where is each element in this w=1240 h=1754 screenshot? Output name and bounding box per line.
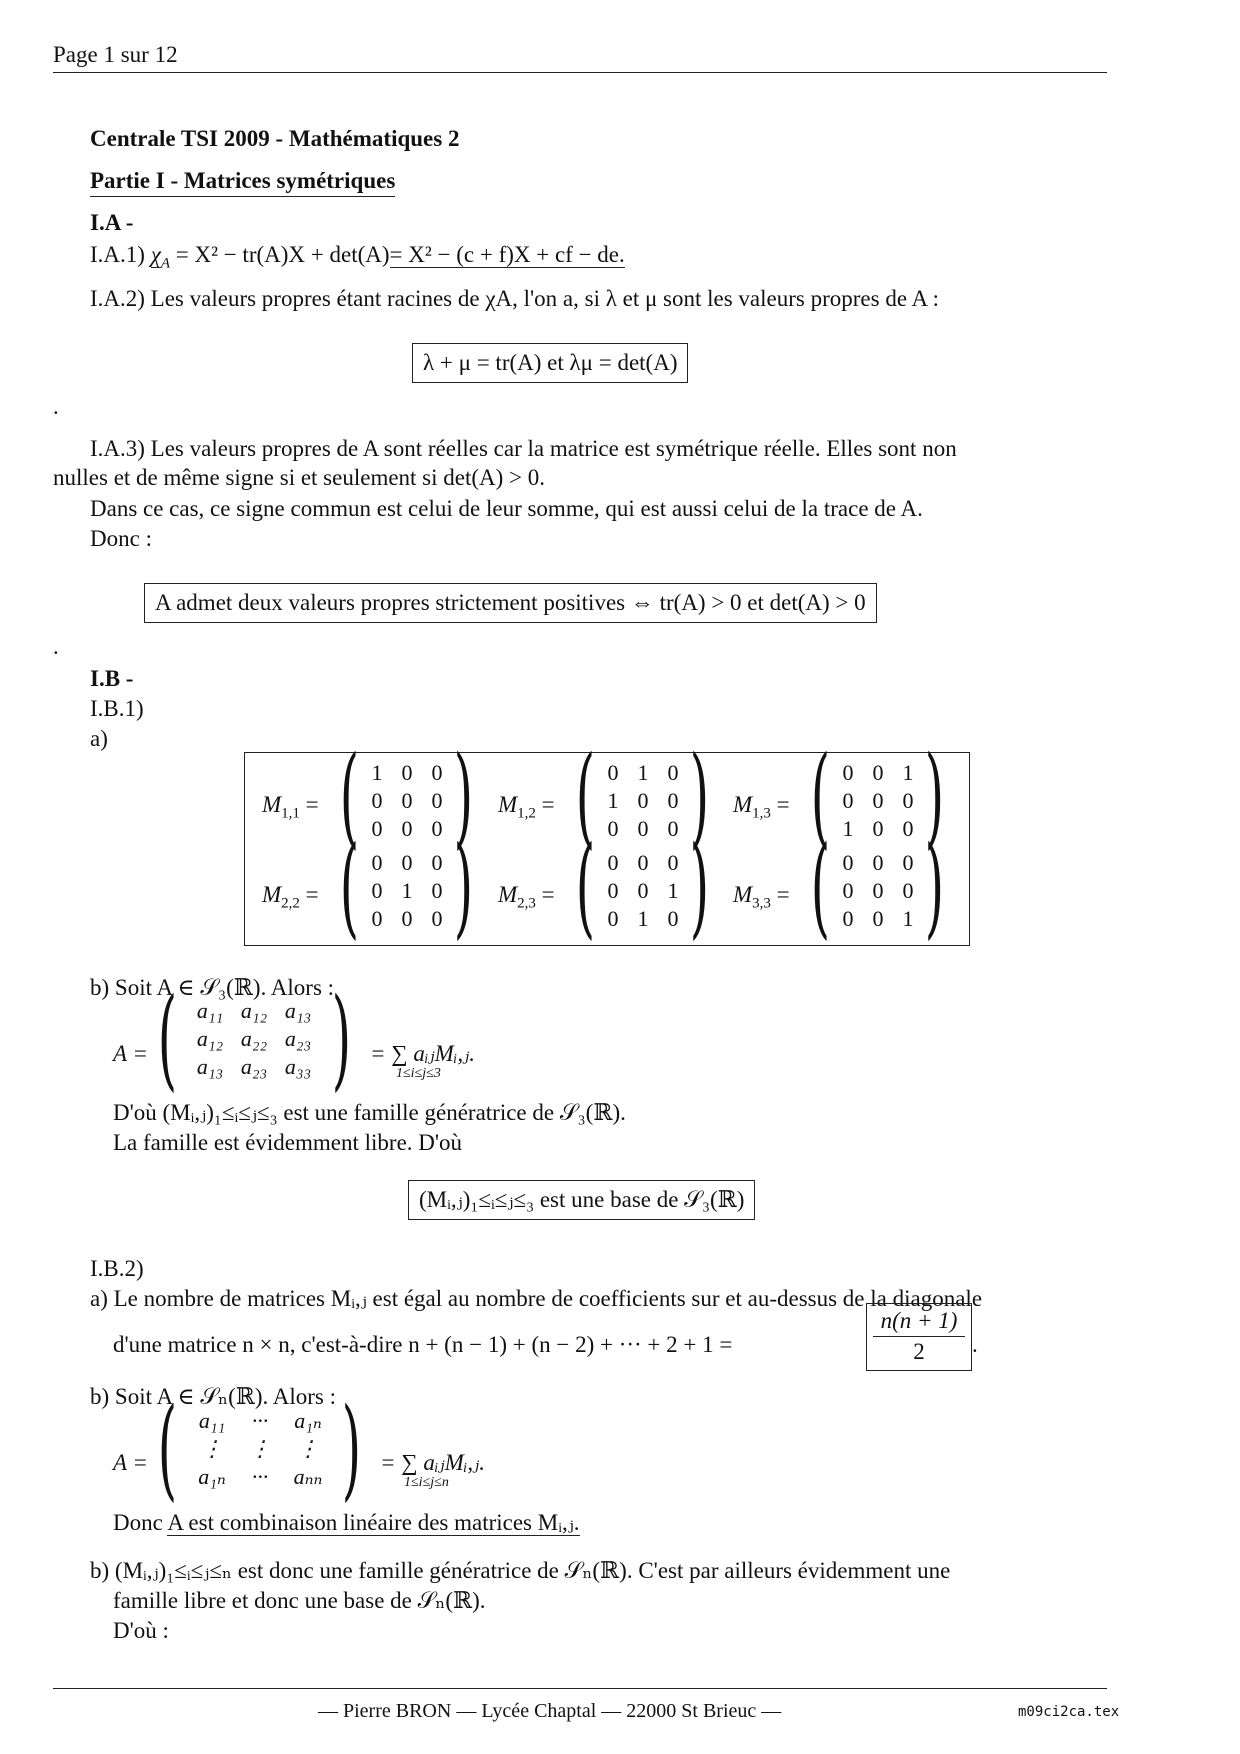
page-number: Page 1 sur 12 xyxy=(53,42,178,67)
matrix-entry: 0 xyxy=(401,816,413,841)
matrix-label: $M_{1,2}$ = xyxy=(498,792,555,822)
matrix-entries xyxy=(362,760,452,844)
matrix-entries xyxy=(833,850,923,934)
matrix-entry: aₙₙ xyxy=(293,1464,323,1489)
ib2-b-sum-index: 1≤i≤j≤n xyxy=(404,1475,449,1490)
matrix-entry: 0 xyxy=(431,788,443,813)
matrix-entry: 0 xyxy=(607,850,619,875)
matrix-entry: 0 xyxy=(667,850,679,875)
matrix-entry: a₂₃ xyxy=(240,1054,268,1079)
footer-filename: m09ci2ca.tex xyxy=(1018,1704,1120,1720)
ia3-line1: I.A.3) Les valeurs propres de A sont réelles car la matrice est symétrique réelle. Elles sont non xyxy=(90,436,957,461)
matrix-label: $M_{3,3}$ = xyxy=(733,882,790,912)
ib1-b-line3: La famille est évidemment libre. D'où xyxy=(113,1130,463,1155)
matrix-entry: 0 xyxy=(371,850,383,875)
matrix-entry: 1 xyxy=(667,878,679,903)
fraction-denominator: 2 xyxy=(913,1339,925,1364)
matrix-entry: 0 xyxy=(371,906,383,931)
header-rule xyxy=(53,72,1107,73)
matrix-entry: 0 xyxy=(401,906,413,931)
matrix-entry: 0 xyxy=(431,816,443,841)
matrix-entry: 1 xyxy=(607,788,619,813)
ib1-a-label: a) xyxy=(90,726,108,751)
ib1-b-matrix-grid xyxy=(188,998,320,1082)
matrix-entry: 0 xyxy=(902,816,914,841)
ia1-mid: = X² − tr(A)X + det(A) xyxy=(169,242,390,267)
matrix-entry: 0 xyxy=(401,850,413,875)
dot-2: . xyxy=(53,634,59,659)
ib1-b-boxed-result: (Mᵢ,ⱼ)₁≤ᵢ≤ⱼ≤₃ est une base de 𝒮₃(ℝ) xyxy=(408,1180,755,1220)
dot-1: . xyxy=(53,394,59,419)
matrix-entry: a₁ₙ xyxy=(198,1464,226,1489)
matrix-entry: 0 xyxy=(842,788,854,813)
matrix-entry: 0 xyxy=(872,878,884,903)
matrix-entry: 0 xyxy=(842,906,854,931)
matrix-entry: 0 xyxy=(371,788,383,813)
ib2-a-boxed-fraction xyxy=(866,1303,972,1371)
ib1-b-sum-index: 1≤i≤j≤3 xyxy=(396,1066,441,1081)
matrix-entry: 1 xyxy=(902,906,914,931)
ib2-label: I.B.2) xyxy=(90,1256,144,1281)
ib2-b-matrix: ( a₁₁ ··· a₁ₙ ⋮ ⋮ ⋮ a₁ₙ ··· aₙₙ ) xyxy=(157,1384,362,1512)
matrix-entry: 1 xyxy=(842,816,854,841)
matrix-entry: 0 xyxy=(667,906,679,931)
matrix-entry: 0 xyxy=(431,760,443,785)
matrix-entry: 0 xyxy=(637,850,649,875)
matrix-entry: 0 xyxy=(902,878,914,903)
ib1-b-A: A = xyxy=(113,1041,148,1066)
ib2-c-line1: b) (Mᵢ,ⱼ)₁≤ᵢ≤ⱼ≤ₙ est donc une famille génératrice de 𝒮ₙ(ℝ). C'est par ailleurs évidemment une xyxy=(90,1558,951,1583)
matrix-entry: ⋮ xyxy=(297,1436,319,1461)
footer-author: — Pierre BRON — Lycée Chaptal — 22000 St Brieuc — xyxy=(318,1700,782,1722)
matrix-entry: 0 xyxy=(667,816,679,841)
matrix-entry: 1 xyxy=(902,760,914,785)
matrix-entry: 0 xyxy=(842,760,854,785)
ib1-b-sum: = ∑ aᵢⱼMᵢ,ⱼ. xyxy=(370,1041,476,1066)
ib2-b-conclusion: A est combinaison linéaire des matrices Mᵢ,ⱼ. xyxy=(167,1510,580,1535)
ib2-c-line3: D'où : xyxy=(113,1618,169,1643)
matrix-label: $M_{2,3}$ = xyxy=(498,882,555,912)
matrix-entry: a₁₃ xyxy=(196,1054,224,1079)
matrix-entry: 0 xyxy=(371,878,383,903)
matrix-entry: a₃₃ xyxy=(284,1054,312,1079)
matrix-entry: 0 xyxy=(431,878,443,903)
matrix-entry: 0 xyxy=(902,788,914,813)
matrix-entry: 0 xyxy=(872,816,884,841)
footer-rule xyxy=(53,1688,1107,1689)
matrix-entries xyxy=(598,850,688,934)
ib1-b-line2: D'où (Mᵢ,ⱼ)₁≤ᵢ≤ⱼ≤₃ est une famille génératrice de 𝒮₃(ℝ). xyxy=(113,1100,626,1125)
ib2-b-matrix-grid xyxy=(188,1408,332,1492)
matrix-entry: a₁₂ xyxy=(240,998,268,1023)
ib2-b-sum: = ∑ aᵢⱼMᵢ,ⱼ. xyxy=(380,1450,486,1475)
matrix-entry: a₂₃ xyxy=(284,1026,312,1051)
matrix-entry: a₁₃ xyxy=(284,998,312,1023)
matrix-entry: ··· xyxy=(251,1464,269,1489)
ib2-a-line1: a) Le nombre de matrices Mᵢ,ⱼ est égal au nombre de coefficients sur et au-dessus de la diagonale xyxy=(90,1286,983,1311)
matrix-entry: ⋮ xyxy=(249,1436,271,1461)
ia1-result: = X² − (c + f)X + cf − de. xyxy=(389,242,625,267)
matrix-entries xyxy=(598,760,688,844)
ia3-line3: Dans ce cas, ce signe commun est celui de leur somme, qui est aussi celui de la trace de A. xyxy=(90,496,923,521)
matrix-entry: 0 xyxy=(401,760,413,785)
matrix-entry: 1 xyxy=(401,878,413,903)
matrix-entry: 0 xyxy=(401,788,413,813)
matrix-entry: 0 xyxy=(637,878,649,903)
ia1-chi: χ xyxy=(150,242,161,267)
matrix-entry: 1 xyxy=(371,760,383,785)
matrix-entry: 0 xyxy=(371,816,383,841)
matrix-entry: 0 xyxy=(637,788,649,813)
matrix-entry: 1 xyxy=(637,760,649,785)
fraction-numerator: n(n + 1) xyxy=(873,1306,965,1337)
ia1-label: I.A.1) xyxy=(90,242,145,267)
matrix-entries xyxy=(362,850,452,934)
matrix-entry: 0 xyxy=(607,878,619,903)
section-ia-heading: I.A - xyxy=(90,210,134,235)
matrix-entry: a₂₂ xyxy=(240,1026,268,1051)
section-ib-heading: I.B - xyxy=(90,666,134,691)
ia2-text: I.A.2) Les valeurs propres étant racines de χA, l'on a, si λ et μ sont les valeurs propres de A : xyxy=(90,286,940,311)
matrix-entry: 0 xyxy=(872,850,884,875)
matrix-entry: 0 xyxy=(872,788,884,813)
ib2-b-conclusion-line: Donc A est combinaison linéaire des matrices Mᵢ,ⱼ. xyxy=(113,1510,580,1535)
ib2-b-intro: b) Soit A ∈ 𝒮ₙ(ℝ). Alors : xyxy=(90,1384,336,1409)
ia1-line: I.A.1) $\chi_A = X^2 - tr(A)X + \det(A)= X^2 - (c + f)X$ + cf − de. xyxy=(90,242,625,272)
ib1-b-matrix: ( a₁₁ a₁₂ a₁₃ a₁₂ a₂₂ a₂₃ a₁₃ a₂₃ a₃₃ ) xyxy=(157,974,352,1102)
matrix-label: $M_{2,2}$ = xyxy=(262,882,319,912)
ib2-a-line2: d'une matrice n × n, c'est-à-dire n + (n − 1) + (n − 2) + ··· + 2 + 1 = xyxy=(113,1332,733,1357)
matrix-entry: ··· xyxy=(251,1408,269,1433)
ia3-line2: nulles et de même signe si et seulement si det(A) > 0. xyxy=(53,465,546,490)
matrix-entry: a₁₁ xyxy=(198,1408,226,1433)
matrix-label: $M_{1,1}$ = xyxy=(262,792,319,822)
matrix-entry: 0 xyxy=(431,906,443,931)
matrix-entry: 0 xyxy=(842,878,854,903)
ib2-b-A: A = xyxy=(113,1450,148,1475)
matrix-entry: a₁₂ xyxy=(196,1026,224,1051)
matrix-entry: 0 xyxy=(872,760,884,785)
doc-title: Centrale TSI 2009 - Mathématiques 2 xyxy=(90,126,460,151)
matrix-entry: 0 xyxy=(667,760,679,785)
matrix-entry: 1 xyxy=(637,906,649,931)
ia2-boxed-result: λ + μ = tr(A) et λμ = det(A) xyxy=(412,343,688,383)
ib1-b-intro: b) Soit A ∈ 𝒮₃(ℝ). Alors : xyxy=(90,975,335,1000)
ib2-c-line2: famille libre et donc une base de 𝒮ₙ(ℝ). xyxy=(113,1588,486,1613)
matrix-entry: ⋮ xyxy=(201,1436,223,1461)
matrix-entry: a₁₁ xyxy=(196,998,224,1023)
ia3-boxed-result: A admet deux valeurs propres strictement positives ⇔ tr(A) > 0 et det(A) > 0 xyxy=(144,583,877,623)
matrix-entry: 0 xyxy=(637,816,649,841)
matrix-entry: 0 xyxy=(431,850,443,875)
matrix-label: $M_{1,3}$ = xyxy=(733,792,790,822)
matrix-entry: 0 xyxy=(607,760,619,785)
matrix-entries xyxy=(833,760,923,844)
matrix-entry: 0 xyxy=(872,906,884,931)
matrix-entry: 0 xyxy=(667,788,679,813)
matrix-entry: 0 xyxy=(842,850,854,875)
matrix-entry: 0 xyxy=(902,850,914,875)
matrix-entry: a₁ₙ xyxy=(294,1408,322,1433)
matrix-entry: 0 xyxy=(607,816,619,841)
part-title: Partie I - Matrices symétriques xyxy=(90,166,395,197)
ia3-line4: Donc : xyxy=(90,526,152,551)
matrix-entry: 0 xyxy=(607,906,619,931)
ib1-label: I.B.1) xyxy=(90,696,144,721)
